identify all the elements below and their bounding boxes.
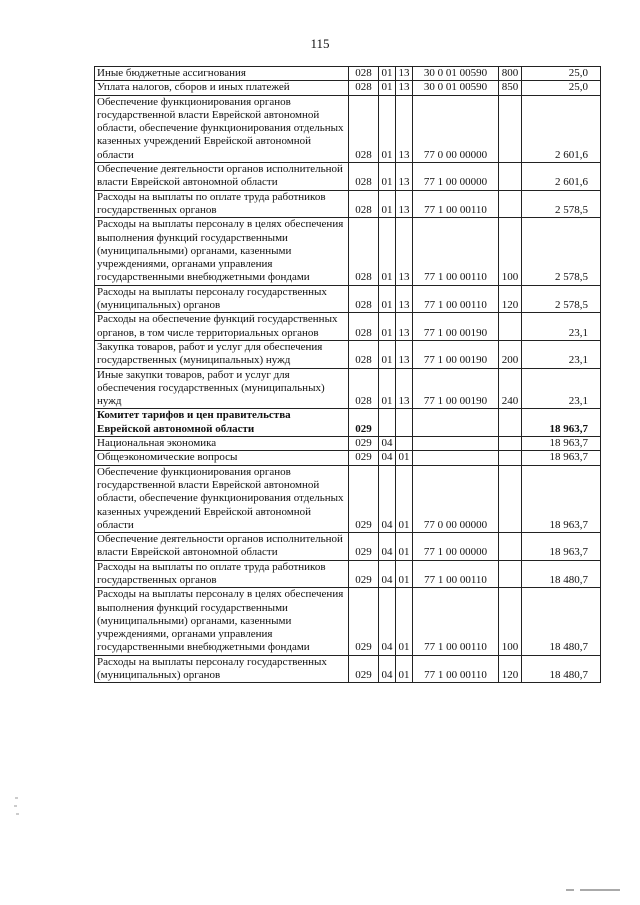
- row-expense-type: [499, 95, 522, 162]
- row-target-article: 77 1 00 00110: [413, 218, 499, 285]
- row-sum: 18 963,7: [522, 533, 601, 561]
- row-target-article: 30 0 01 00590: [413, 67, 499, 81]
- row-podrazdel: 13: [396, 95, 413, 162]
- row-expense-type: [499, 313, 522, 341]
- row-name: Обеспечение функционирования органов государственной власти Еврейской автономной области, обеспечение функционирования отдельных казенных учреждений Еврейской автономной области: [95, 95, 349, 162]
- row-expense-type: 800: [499, 67, 522, 81]
- row-name: Обеспечение деятельности органов исполнительной власти Еврейской автономной области: [95, 163, 349, 191]
- row-podrazdel: 01: [396, 588, 413, 655]
- table-body: [95, 67, 601, 683]
- row-razdel: 01: [379, 368, 396, 409]
- table-row: [95, 655, 601, 683]
- row-name: Национальная экономика: [95, 437, 349, 451]
- row-name: Общеэкономические вопросы: [95, 451, 349, 465]
- row-podrazdel: 13: [396, 340, 413, 368]
- row-razdel: 01: [379, 285, 396, 313]
- row-expense-type: 100: [499, 588, 522, 655]
- row-sum: 18 963,7: [522, 437, 601, 451]
- row-podrazdel: 13: [396, 285, 413, 313]
- margin-mark: [12, 792, 42, 822]
- row-vedomstvo: 028: [349, 81, 379, 95]
- row-sum: 2 578,5: [522, 218, 601, 285]
- row-name: Расходы на выплаты персоналу в целях обеспечения выполнения функций государственными (муниципальными) органами, казенными учреждениями, органами управления государственными внебюджетными фондами: [95, 588, 349, 655]
- row-vedomstvo: 028: [349, 285, 379, 313]
- row-vedomstvo: 029: [349, 533, 379, 561]
- row-vedomstvo: 029: [349, 560, 379, 588]
- row-sum: 25,0: [522, 81, 601, 95]
- row-razdel: [379, 409, 396, 437]
- row-razdel: 04: [379, 533, 396, 561]
- row-expense-type: [499, 437, 522, 451]
- row-sum: 18 480,7: [522, 560, 601, 588]
- table-row: [95, 368, 601, 409]
- row-podrazdel: [396, 437, 413, 451]
- row-expense-type: [499, 560, 522, 588]
- row-vedomstvo: 028: [349, 218, 379, 285]
- row-sum: 18 963,7: [522, 409, 601, 437]
- row-target-article: 77 1 00 00000: [413, 533, 499, 561]
- row-vedomstvo: 028: [349, 340, 379, 368]
- row-razdel: 04: [379, 588, 396, 655]
- table-row: [95, 560, 601, 588]
- row-name: Уплата налогов, сборов и иных платежей: [95, 81, 349, 95]
- row-podrazdel: 13: [396, 163, 413, 191]
- table-row: [95, 340, 601, 368]
- row-vedomstvo: 029: [349, 655, 379, 683]
- row-vedomstvo: 029: [349, 465, 379, 532]
- row-target-article: [413, 451, 499, 465]
- row-razdel: 01: [379, 218, 396, 285]
- row-sum: 18 480,7: [522, 655, 601, 683]
- row-expense-type: [499, 190, 522, 218]
- row-name: Расходы на выплаты персоналу государственных (муниципальных) органов: [95, 285, 349, 313]
- row-razdel: 01: [379, 163, 396, 191]
- footer-line: [566, 888, 620, 892]
- table-row: [95, 81, 601, 95]
- row-sum: 23,1: [522, 313, 601, 341]
- row-sum: 2 578,5: [522, 285, 601, 313]
- row-podrazdel: 01: [396, 465, 413, 532]
- row-razdel: 01: [379, 81, 396, 95]
- row-podrazdel: 01: [396, 560, 413, 588]
- row-podrazdel: 01: [396, 451, 413, 465]
- row-razdel: 01: [379, 313, 396, 341]
- row-target-article: [413, 437, 499, 451]
- row-expense-type: 120: [499, 285, 522, 313]
- row-name: Комитет тарифов и цен правительства Еврейской автономной области: [95, 409, 349, 437]
- row-sum: 2 601,6: [522, 95, 601, 162]
- row-vedomstvo: 028: [349, 163, 379, 191]
- row-name: Расходы на выплаты персоналу в целях обеспечения выполнения функций государственными (муниципальными) органами, казенными учреждениями, органами управления государственными внебюджетными фондами: [95, 218, 349, 285]
- row-vedomstvo: 028: [349, 313, 379, 341]
- row-sum: 25,0: [522, 67, 601, 81]
- row-vedomstvo: 028: [349, 368, 379, 409]
- row-vedomstvo: 029: [349, 437, 379, 451]
- table-row: [95, 588, 601, 655]
- row-target-article: 77 1 00 00190: [413, 340, 499, 368]
- row-sum: 18 480,7: [522, 588, 601, 655]
- row-target-article: 77 1 00 00110: [413, 560, 499, 588]
- row-sum: 23,1: [522, 340, 601, 368]
- row-sum: 2 578,5: [522, 190, 601, 218]
- row-name: Расходы на выплаты персоналу государственных (муниципальных) органов: [95, 655, 349, 683]
- row-vedomstvo: 029: [349, 409, 379, 437]
- row-podrazdel: 13: [396, 81, 413, 95]
- row-podrazdel: 13: [396, 190, 413, 218]
- row-vedomstvo: 029: [349, 588, 379, 655]
- row-razdel: 04: [379, 465, 396, 532]
- row-vedomstvo: 028: [349, 67, 379, 81]
- row-razdel: 01: [379, 340, 396, 368]
- row-target-article: [413, 409, 499, 437]
- table-row: [95, 465, 601, 532]
- row-target-article: 77 1 00 00110: [413, 285, 499, 313]
- row-name: Расходы на выплаты по оплате труда работников государственных органов: [95, 560, 349, 588]
- table-row: [95, 437, 601, 451]
- table-row: [95, 533, 601, 561]
- row-podrazdel: 01: [396, 533, 413, 561]
- row-name: Иные бюджетные ассигнования: [95, 67, 349, 81]
- table-row: [95, 218, 601, 285]
- row-expense-type: [499, 409, 522, 437]
- row-podrazdel: 13: [396, 218, 413, 285]
- row-target-article: 77 1 00 00110: [413, 588, 499, 655]
- table-row: [95, 190, 601, 218]
- row-name: Обеспечение функционирования органов государственной власти Еврейской автономной области, обеспечение функционирования отдельных казенных учреждений Еврейской автономной области: [95, 465, 349, 532]
- row-name: Обеспечение деятельности органов исполнительной власти Еврейской автономной области: [95, 533, 349, 561]
- row-vedomstvo: 028: [349, 190, 379, 218]
- row-podrazdel: 13: [396, 313, 413, 341]
- row-target-article: 77 1 00 00190: [413, 313, 499, 341]
- row-name: Иные закупки товаров, работ и услуг для обеспечения государственных (муниципальных) нужд: [95, 368, 349, 409]
- row-podrazdel: 13: [396, 67, 413, 81]
- row-sum: 2 601,6: [522, 163, 601, 191]
- row-expense-type: [499, 451, 522, 465]
- row-razdel: 01: [379, 67, 396, 81]
- page-number: 115: [310, 36, 330, 51]
- row-sum: 18 963,7: [522, 451, 601, 465]
- row-target-article: 77 0 00 00000: [413, 95, 499, 162]
- table-row: [95, 451, 601, 465]
- row-target-article: 77 1 00 00000: [413, 163, 499, 191]
- row-target-article: 77 0 00 00000: [413, 465, 499, 532]
- row-target-article: 30 0 01 00590: [413, 81, 499, 95]
- row-expense-type: 240: [499, 368, 522, 409]
- row-vedomstvo: 029: [349, 451, 379, 465]
- row-podrazdel: 01: [396, 655, 413, 683]
- row-expense-type: 200: [499, 340, 522, 368]
- row-razdel: 04: [379, 560, 396, 588]
- row-sum: 18 963,7: [522, 465, 601, 532]
- row-name: Расходы на выплаты по оплате труда работников государственных органов: [95, 190, 349, 218]
- table-row: [95, 409, 601, 437]
- row-expense-type: 850: [499, 81, 522, 95]
- row-expense-type: [499, 465, 522, 532]
- row-name: Расходы на обеспечение функций государственных органов, в том числе территориальных органов: [95, 313, 349, 341]
- row-podrazdel: [396, 409, 413, 437]
- row-razdel: 04: [379, 451, 396, 465]
- row-target-article: 77 1 00 00110: [413, 655, 499, 683]
- row-razdel: 04: [379, 437, 396, 451]
- table-row: [95, 67, 601, 81]
- row-name: Закупка товаров, работ и услуг для обеспечения государственных (муниципальных) нужд: [95, 340, 349, 368]
- row-target-article: 77 1 00 00110: [413, 190, 499, 218]
- row-vedomstvo: 028: [349, 95, 379, 162]
- row-razdel: 01: [379, 190, 396, 218]
- row-sum: 23,1: [522, 368, 601, 409]
- row-expense-type: 120: [499, 655, 522, 683]
- row-podrazdel: 13: [396, 368, 413, 409]
- table-row: [95, 313, 601, 341]
- row-razdel: 01: [379, 95, 396, 162]
- table-row: [95, 285, 601, 313]
- budget-table: [94, 66, 601, 683]
- row-expense-type: [499, 163, 522, 191]
- row-target-article: 77 1 00 00190: [413, 368, 499, 409]
- table-row: [95, 163, 601, 191]
- table-row: [95, 95, 601, 162]
- row-expense-type: 100: [499, 218, 522, 285]
- row-expense-type: [499, 533, 522, 561]
- row-razdel: 04: [379, 655, 396, 683]
